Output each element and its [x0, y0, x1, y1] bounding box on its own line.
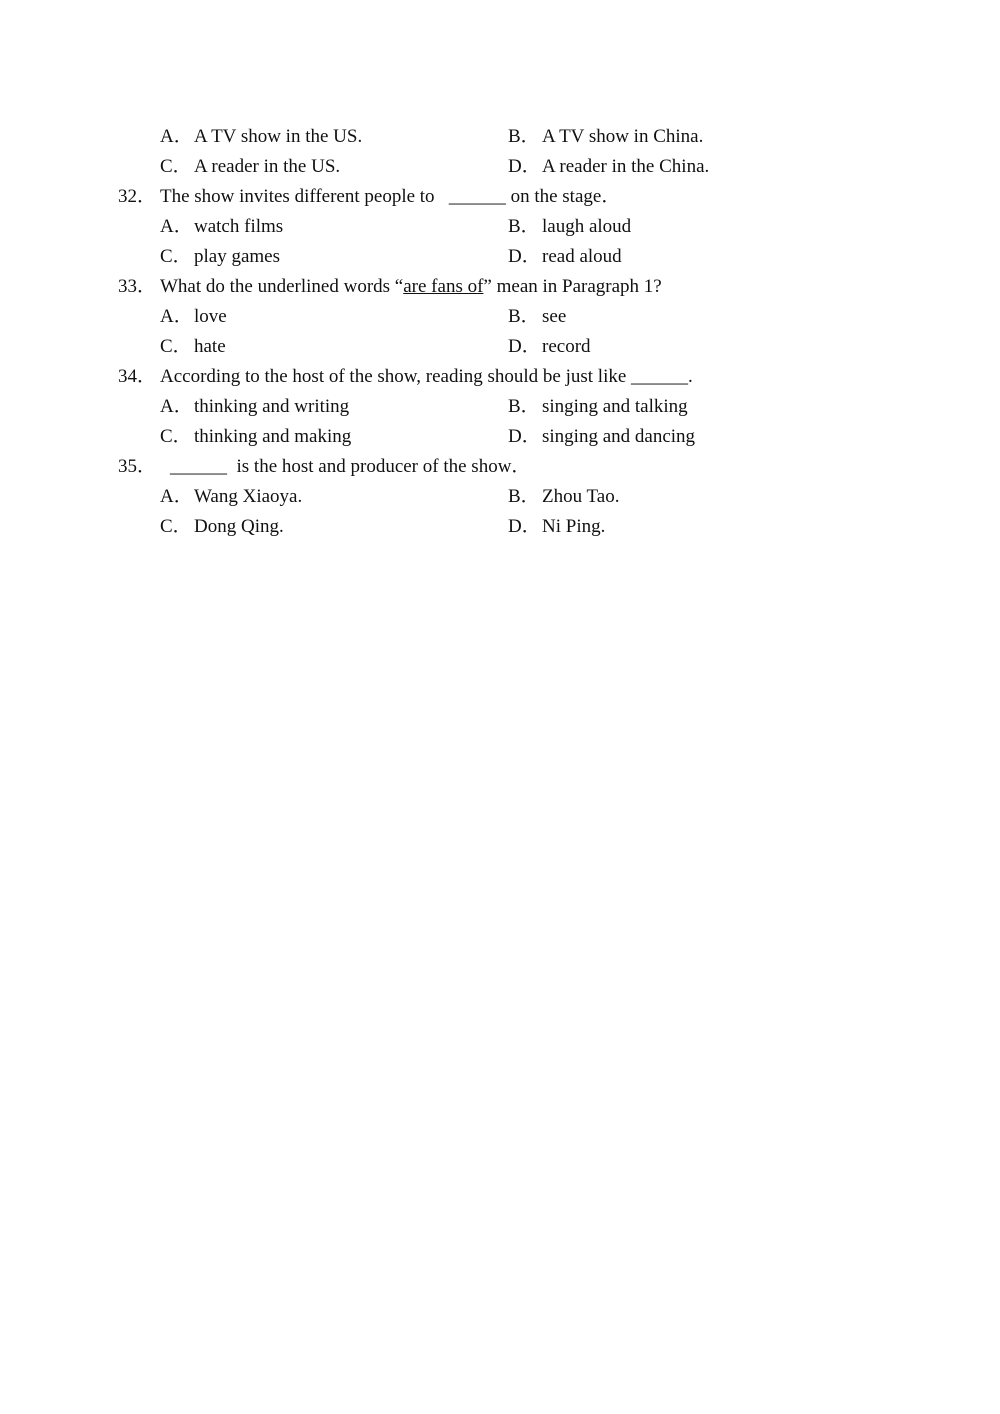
q31-options-row-1 — [0, 122, 1000, 152]
q32-options-row-1 — [0, 212, 1000, 242]
q33-stem — [0, 272, 1000, 302]
q33-options-row-1 — [0, 302, 1000, 332]
q34-option-a: A．thinking and writing — [160, 396, 350, 417]
q33-number: 33． — [118, 276, 157, 297]
q35-options-row-1 — [0, 482, 1000, 512]
q33-options-row-2 — [0, 332, 1000, 362]
q32-text: The show invites different people to ______ on the stage． — [160, 182, 620, 212]
q33-option-d: D．record — [508, 336, 591, 357]
q33-underlined-words: are fans of — [403, 276, 484, 297]
q34-option-d: D．singing and dancing — [508, 426, 696, 447]
q35-number: 35． — [118, 456, 157, 477]
q32-option-c: C． play games — [160, 246, 281, 267]
q33-option-b: B． see — [508, 306, 567, 327]
q34-stem — [0, 362, 1000, 392]
q34-option-c: C． thinking and making — [160, 426, 352, 447]
q35-stem — [0, 452, 1000, 482]
q35-option-b: B． Zhou Tao. — [508, 486, 620, 507]
q34-option-b: B． singing and talking — [508, 396, 688, 417]
q32-option-d: D．read aloud — [508, 246, 622, 267]
q35-text: ______ is the host and producer of the show． — [170, 452, 530, 482]
q33-option-a: A．love — [160, 306, 227, 327]
q33-text: What do the underlined words “are fans of” mean in Paragraph 1? — [160, 276, 662, 297]
q35-blank: ______ — [170, 456, 227, 477]
q32-option-b: B． laugh aloud — [508, 216, 632, 237]
q34-options-row-2 — [0, 422, 1000, 452]
q35-option-d: D．Ni Ping. — [508, 516, 606, 537]
q31-option-b: B． A TV show in China. — [508, 126, 704, 147]
q31-option-c: C． A reader in the US. — [160, 156, 341, 177]
q32-option-a: A．watch films — [160, 216, 284, 237]
q34-options-row-1 — [0, 392, 1000, 422]
q35-options-row-2 — [0, 512, 1000, 542]
q32-stem — [0, 182, 1000, 212]
q31-option-a: A．A TV show in the US. — [160, 126, 363, 147]
q34-number: 34． — [118, 366, 157, 387]
q35-option-a: A．Wang Xiaoya. — [160, 486, 303, 507]
q32-options-row-2 — [0, 242, 1000, 272]
q33-option-c: C． hate — [160, 336, 226, 357]
q31-option-d: D．A reader in the China. — [508, 156, 710, 177]
q34-text: According to the host of the show, reading should be just like ______. — [160, 366, 693, 387]
q31-options-row-2 — [0, 152, 1000, 182]
q32-number: 32． — [118, 186, 157, 207]
q35-option-c: C． Dong Qing. — [160, 516, 284, 537]
q32-blank: ______ — [448, 186, 506, 207]
